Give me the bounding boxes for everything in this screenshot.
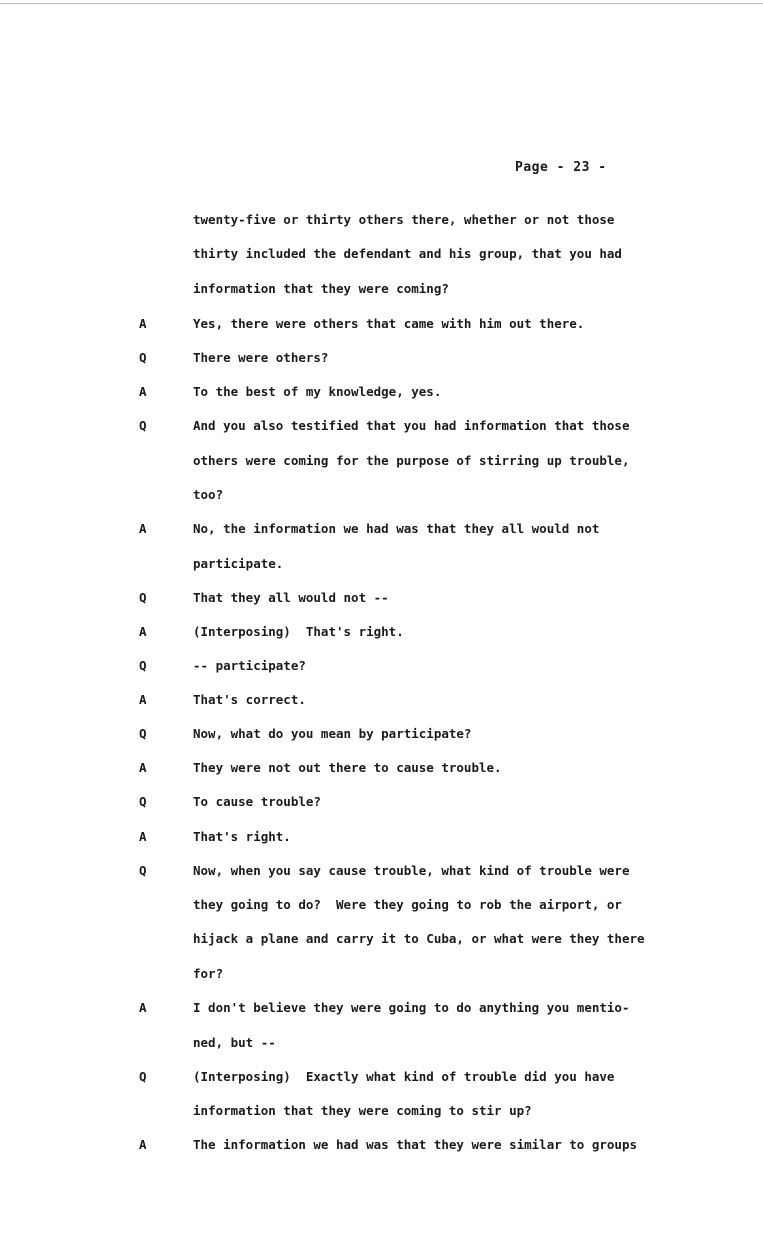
line-text: I don't believe they were going to do anything you mentio-: [193, 1000, 630, 1015]
transcript-line: [0, 963, 763, 985]
transcript-line: [0, 826, 763, 848]
line-text: The information we had was that they were similar to groups: [193, 1137, 638, 1152]
line-text: they going to do? Were they going to rob the airport, or: [193, 897, 622, 912]
speaker-label: A: [139, 1137, 147, 1152]
transcript-line: [0, 381, 763, 403]
speaker-label: A: [139, 760, 147, 775]
line-text: Now, when you say cause trouble, what kind of trouble were: [193, 863, 630, 878]
transcript-line: [0, 518, 763, 540]
line-text: That they all would not --: [193, 590, 389, 605]
transcript-line: [0, 1032, 763, 1054]
line-text: There were others?: [193, 350, 329, 365]
transcript-line: [0, 1100, 763, 1122]
speaker-label: Q: [139, 658, 147, 673]
line-text: (Interposing) That's right.: [193, 624, 404, 639]
speaker-label: A: [139, 624, 147, 639]
line-text: And you also testified that you had information that those: [193, 418, 630, 433]
line-text: thirty included the defendant and his group, that you had: [193, 246, 622, 261]
line-text: hijack a plane and carry it to Cuba, or what were they there: [193, 931, 645, 946]
transcript-line: [0, 1066, 763, 1088]
transcript-line: [0, 655, 763, 677]
line-text: information that they were coming?: [193, 281, 449, 296]
line-text: -- participate?: [193, 658, 306, 673]
transcript-line: [0, 757, 763, 779]
transcript-line: [0, 484, 763, 506]
line-text: (Interposing) Exactly what kind of trouble did you have: [193, 1069, 615, 1084]
speaker-label: A: [139, 316, 147, 331]
line-text: others were coming for the purpose of stirring up trouble,: [193, 453, 630, 468]
line-text: participate.: [193, 556, 284, 571]
transcript-line: [0, 928, 763, 950]
line-text: Yes, there were others that came with him out there.: [193, 316, 585, 331]
page-number: Page - 23 -: [515, 160, 607, 175]
transcript-line: [0, 723, 763, 745]
line-text: To the best of my knowledge, yes.: [193, 384, 442, 399]
speaker-label: Q: [139, 350, 147, 365]
transcript-line: [0, 450, 763, 472]
transcript-line: [0, 894, 763, 916]
scan-top-rule: [0, 3, 763, 4]
line-text: To cause trouble?: [193, 794, 321, 809]
transcript-line: [0, 587, 763, 609]
line-text: That's right.: [193, 829, 291, 844]
speaker-label: Q: [139, 726, 147, 741]
speaker-label: Q: [139, 1069, 147, 1084]
line-text: They were not out there to cause trouble.: [193, 760, 502, 775]
transcript-line: [0, 278, 763, 300]
line-text: information that they were coming to stir up?: [193, 1103, 532, 1118]
transcript-line: [0, 1134, 763, 1156]
line-text: Now, what do you mean by participate?: [193, 726, 472, 741]
line-text: twenty-five or thirty others there, whether or not those: [193, 212, 615, 227]
transcript-line: [0, 347, 763, 369]
transcript-line: [0, 860, 763, 882]
speaker-label: Q: [139, 794, 147, 809]
transcript-line: [0, 209, 763, 231]
transcript-line: [0, 243, 763, 265]
transcript-line: [0, 313, 763, 335]
transcript-line: [0, 689, 763, 711]
speaker-label: Q: [139, 590, 147, 605]
line-text: That's correct.: [193, 692, 306, 707]
speaker-label: A: [139, 829, 147, 844]
speaker-label: A: [139, 384, 147, 399]
speaker-label: Q: [139, 418, 147, 433]
speaker-label: A: [139, 1000, 147, 1015]
transcript-line: [0, 621, 763, 643]
line-text: too?: [193, 487, 224, 502]
speaker-label: Q: [139, 863, 147, 878]
transcript-line: [0, 553, 763, 575]
line-text: No, the information we had was that they all would not: [193, 521, 600, 536]
transcript-line: [0, 997, 763, 1019]
speaker-label: A: [139, 521, 147, 536]
speaker-label: A: [139, 692, 147, 707]
line-text: for?: [193, 966, 224, 981]
transcript-line: [0, 415, 763, 437]
transcript-line: [0, 791, 763, 813]
line-text: ned, but --: [193, 1035, 276, 1050]
